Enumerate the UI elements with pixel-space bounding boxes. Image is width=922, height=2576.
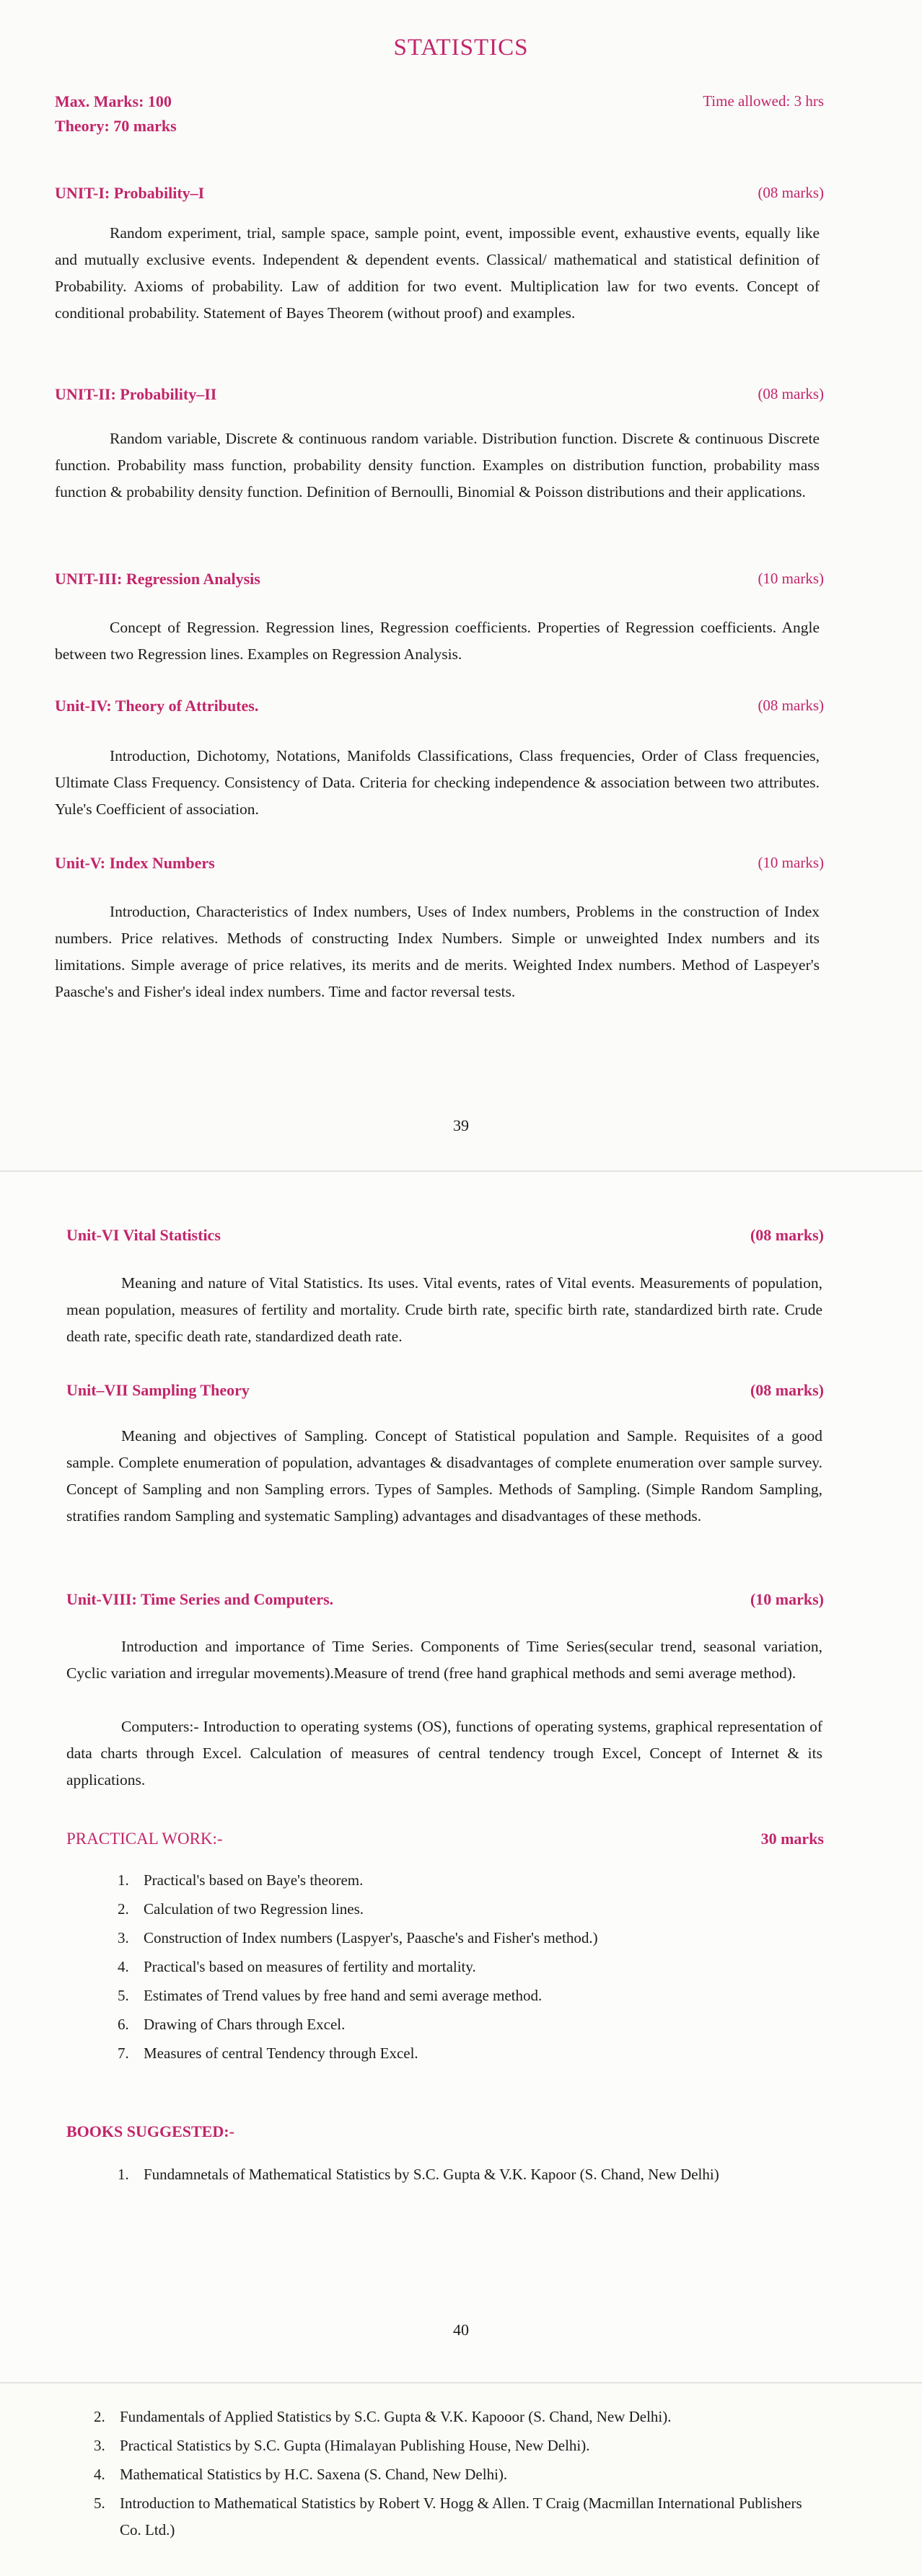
- unit-heading: Unit-IV: Theory of Attributes.: [55, 697, 259, 715]
- book-item: 4. Mathematical Statistics by H.C. Saxena (S. Chand, New Delhi).: [94, 2466, 508, 2483]
- unit-heading: Unit-VIII: Time Series and Computers.: [66, 1590, 334, 1608]
- page-41: [0, 2383, 922, 2576]
- unit-marks: (10 marks): [750, 1590, 824, 1608]
- list-item: 7. Measures of central Tendency through Excel.: [118, 2045, 418, 2062]
- book-item: 1. Fundamnetals of Mathematical Statistics by S.C. Gupta & V.K. Kapoor (S. Chand, New Delhi): [118, 2166, 719, 2183]
- book-item: 2. Fundamentals of Applied Statistics by S.C. Gupta & V.K. Kapooor (S. Chand, New Delhi).: [94, 2408, 672, 2425]
- unit-heading: Unit–VII Sampling Theory: [66, 1381, 250, 1399]
- unit-text: Introduction, Characteristics of Index numbers, Uses of Index numbers, Problems in the construction of Index numbers. Price relatives. Methods of constructing Index Numbers. Simple or unweighted Index numbers and its limitations. Simple average of price relatives, its merits and de merits. Weighted Index numbers. Method of Laspeyer's Paasche's and Fisher's ideal index numbers. Time and factor reversal tests.: [55, 903, 820, 1000]
- unit-text: Meaning and objectives of Sampling. Concept of Statistical population and Sample. Requisites of a good sample. Complete enumeration of population, advantages & disadvantages of complete enumeration over sample survey. Concept of Sampling and non Sampling errors. Types of Samples. Methods of Sampling. (Simple Random Sampling, stratifies random Sampling and systematic Sampling) advantages and disadvantages of these methods.: [66, 1427, 822, 1525]
- unit-marks: (08 marks): [750, 1226, 824, 1244]
- page-39: [0, 0, 922, 1172]
- unit-text: Random variable, Discrete & continuous random variable. Distribution function. Discrete & continuous Discrete function. Probability mass function, probability density function. Examples on distribution function, probability mass function & probability density function. Definition of Bernoulli, Binomial & Poisson distributions and their applications.: [55, 430, 820, 500]
- unit-heading: Unit-V: Index Numbers: [55, 854, 215, 872]
- unit-heading: UNIT-I: Probability–I: [55, 184, 205, 202]
- book-item: 5. Introduction to Mathematical Statistics by Robert V. Hogg & Allen. T Craig (Macmillan International Publishers Co. Ltd.): [94, 2495, 802, 2538]
- unit-text: Concept of Regression. Regression lines, Regression coefficients. Properties of Regression coefficients. Angle between two Regression lines. Examples on Regression Analysis.: [55, 619, 820, 663]
- unit-marks: (08 marks): [758, 385, 824, 402]
- unit-marks: (08 marks): [758, 697, 824, 714]
- unit-heading: UNIT-II: Probability–II: [55, 385, 217, 403]
- unit-marks: (10 marks): [758, 854, 824, 871]
- list-item: 2. Calculation of two Regression lines.: [118, 1900, 364, 1918]
- unit-text: Introduction and importance of Time Series. Components of Time Series(secular trend, seasonal variation, Cyclic variation and irregular movements).Measure of trend (free hand graphical methods and semi average method).: [66, 1638, 822, 1682]
- max-marks: Max. Marks: 100: [55, 92, 172, 110]
- book-item: 3. Practical Statistics by S.C. Gupta (Himalayan Publishing House, New Delhi).: [94, 2437, 590, 2454]
- practical-list: [118, 1866, 598, 2068]
- books-heading: BOOKS SUGGESTED:-: [66, 2122, 234, 2140]
- list-item: 1. Practical's based on Baye's theorem.: [118, 1871, 364, 1889]
- page-title: STATISTICS: [393, 35, 529, 61]
- theory-marks: Theory: 70 marks: [55, 117, 177, 135]
- page-40: [0, 1172, 922, 2383]
- page-number: 39: [453, 1116, 469, 1134]
- practical-heading: PRACTICAL WORK:-: [66, 1830, 223, 1848]
- unit-text: Random experiment, trial, sample space, sample point, event, impossible event, exhaustive events, equally like and mutually exclusive events. Independent & dependent events. Classical/ mathematical and statistical definition of Probability. Axioms of probability. Law of addition for two event. Multiplication law for two events. Concept of conditional probability. Statement of Bayes Theorem (without proof) and examples.: [55, 224, 820, 322]
- list-item: 5. Estimates of Trend values by free hand and semi average method.: [118, 1987, 543, 2004]
- unit-heading: UNIT-III: Regression Analysis: [55, 570, 260, 588]
- list-item: 6. Drawing of Chars through Excel.: [118, 2016, 346, 2033]
- practical-marks: 30 marks: [760, 1830, 824, 1848]
- unit-text: Meaning and nature of Vital Statistics. Its uses. Vital events, rates of Vital events. Measurements of population, mean population, measures of fertility and mortality. Crude birth rate, specific birth rate, standardized birth rate. Crude death rate, specific death rate, standardized death rate.: [66, 1274, 822, 1345]
- unit-heading: Unit-VI Vital Statistics: [66, 1226, 221, 1244]
- unit-text: Computers:- Introduction to operating systems (OS), functions of operating systems, graphical representation of data charts through Excel. Calculation of measures of central tendency trough Excel, Concept of Internet & its applications.: [66, 1718, 822, 1788]
- unit-marks: (10 marks): [758, 570, 824, 587]
- time-allowed: Time allowed: 3 hrs: [703, 92, 824, 110]
- unit-marks: (08 marks): [750, 1381, 824, 1399]
- list-item: 3. Construction of Index numbers (Laspyer's, Paasche's and Fisher's method.): [118, 1929, 598, 1946]
- list-item: 4. Practical's based on measures of fertility and mortality.: [118, 1958, 476, 1975]
- page-number: 40: [453, 2321, 469, 2339]
- unit-text: Introduction, Dichotomy, Notations, Manifolds Classifications, Class frequencies, Order of Class frequencies, Ultimate Class Frequency. Consistency of Data. Criteria for checking independence & association between two attributes. Yule's Coefficient of association.: [55, 747, 820, 818]
- unit-marks: (08 marks): [758, 184, 824, 201]
